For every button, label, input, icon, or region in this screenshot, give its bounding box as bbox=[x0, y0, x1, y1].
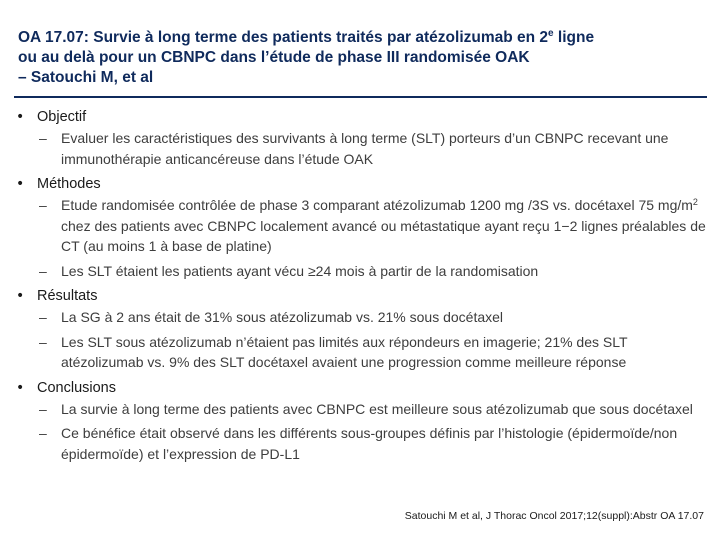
sub-item-text: Evaluer les caractéristiques des survivants à long terme (SLT) porteurs d’un CBNPC recevant une immunothérapie anticancéreuse dans l’étude OAK bbox=[61, 130, 669, 167]
dash-icon: – bbox=[39, 333, 47, 350]
dash-icon: – bbox=[39, 400, 47, 417]
section-resultats bbox=[16, 285, 708, 373]
section-conclusions bbox=[16, 377, 708, 465]
bullet-resultats bbox=[16, 285, 708, 307]
title-divider bbox=[14, 96, 707, 98]
title-superscript: e bbox=[548, 28, 554, 39]
dash-icon: – bbox=[39, 425, 47, 441]
sub-item bbox=[16, 128, 708, 169]
title-line-1 bbox=[18, 28, 708, 48]
title-line-1-text: OA 17.07: Survie à long terme des patients traités par atézolizumab en 2 bbox=[18, 29, 549, 46]
superscript: 2 bbox=[692, 197, 698, 207]
bullet-conclusions bbox=[16, 377, 708, 399]
section-heading: Méthodes bbox=[37, 176, 101, 192]
bullet-icon: • bbox=[16, 176, 25, 192]
section-methodes bbox=[16, 173, 708, 281]
title-line-1-end: ligne bbox=[553, 29, 595, 46]
sub-item bbox=[16, 307, 708, 328]
sub-item-text-part: Etude randomisée contrôlée de phase 3 comparant atézolizumab 1200 mg /3S vs. docétaxel 75 mg/m bbox=[61, 197, 693, 213]
sub-item bbox=[16, 423, 708, 464]
sub-item bbox=[16, 399, 708, 420]
section-heading: Conclusions bbox=[37, 379, 116, 396]
bullet-objectif bbox=[16, 106, 708, 128]
title-line-2: ou au delà pour un CBNPC dans l’étude de phase III randomisée OAK bbox=[18, 49, 530, 66]
bullet-icon: • bbox=[16, 109, 25, 125]
slide-title bbox=[18, 28, 708, 88]
sub-item-text: La SG à 2 ans était de 31% sous atézolizumab vs. 21% sous docétaxel bbox=[61, 309, 504, 325]
footer-citation: Satouchi M et al, J Thorac Oncol 2017;12(suppl):Abstr OA 17.07 bbox=[404, 510, 704, 522]
bullet-icon: • bbox=[16, 379, 25, 396]
dash-icon: – bbox=[39, 197, 47, 213]
dash-icon: – bbox=[39, 130, 47, 146]
sub-item-text bbox=[61, 197, 706, 254]
sub-item bbox=[16, 195, 708, 257]
sub-item-text: Les SLT sous atézolizumab n’étaient pas limités aux répondeurs en imagerie; 21% des SLT atézolizumab vs. 9% des SLT docétaxel avaient une progression comme meilleure réponse bbox=[61, 333, 628, 370]
title-line-3: – Satouchi M, et al bbox=[18, 69, 154, 86]
dash-icon: – bbox=[39, 309, 47, 325]
sub-item-text: Ce bénéfice était observé dans les différents sous-groupes définis par l’histologie (épidermoïde/non épidermoïde) et l’expression de PD-L1 bbox=[61, 425, 678, 462]
section-objectif bbox=[16, 106, 708, 169]
sub-item bbox=[16, 261, 708, 282]
section-heading: Objectif bbox=[37, 109, 87, 125]
sub-item-text: Les SLT étaient les patients ayant vécu ≥24 mois à partir de la randomisation bbox=[61, 262, 539, 279]
sub-item-text-part: chez des patients avec CBNPC localement avancé ou métastatique ayant reçu 1−2 lignes préalables de CT (au moins 1 à base de platine) bbox=[61, 217, 706, 254]
slide-content bbox=[16, 106, 708, 468]
bullet-methodes bbox=[16, 173, 708, 195]
sub-item bbox=[16, 332, 708, 373]
sub-item-text: La survie à long terme des patients avec CBNPC est meilleure sous atézolizumab que sous docétaxel bbox=[61, 400, 693, 417]
dash-icon: – bbox=[39, 262, 47, 279]
bullet-icon: • bbox=[16, 288, 25, 304]
section-heading: Résultats bbox=[37, 288, 98, 304]
